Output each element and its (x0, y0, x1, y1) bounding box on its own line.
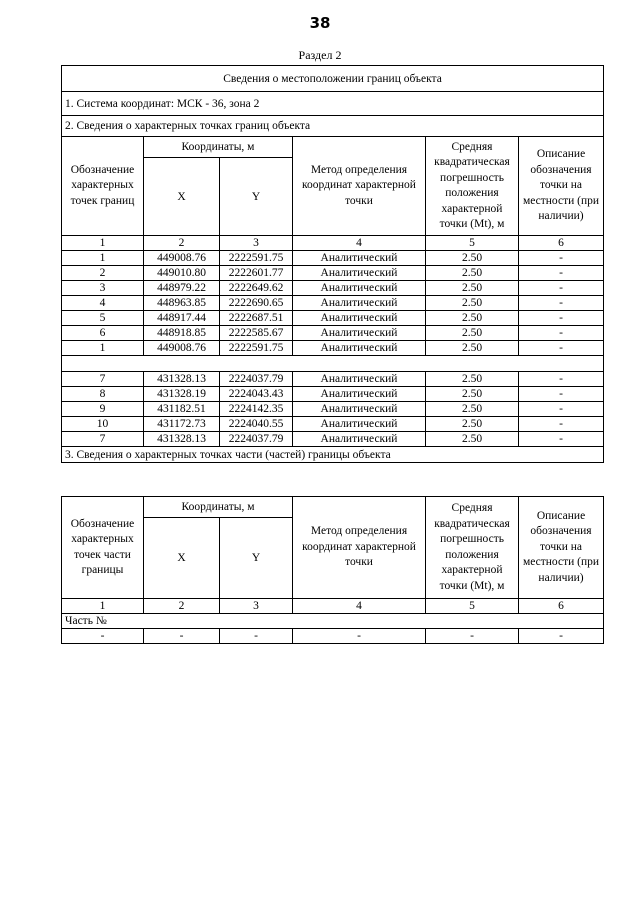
part-label: Часть № (62, 614, 604, 629)
description-cell: - (519, 372, 604, 387)
description-cell: - (519, 432, 604, 447)
header-coordinates: Координаты, м (144, 137, 293, 158)
method-cell: Аналитический (293, 341, 426, 356)
header-x: X (144, 158, 220, 236)
coordinate-system: 1. Система координат: МСК - 36, зона 2 (62, 92, 604, 116)
method-cell: Аналитический (293, 311, 426, 326)
table-row (62, 417, 604, 432)
coord-y-cell: 2222585.67 (220, 326, 293, 341)
coord-x-cell: 449008.76 (144, 251, 220, 266)
coord-x-cell: 449010.80 (144, 266, 220, 281)
error-cell: 2.50 (426, 296, 519, 311)
point-number-cell: 1 (62, 341, 144, 356)
empty-cell: - (220, 629, 293, 644)
column-number: 1 (62, 236, 144, 251)
coord-x-cell: 431328.13 (144, 372, 220, 387)
coord-y-cell: 2222591.75 (220, 251, 293, 266)
page-number: 38 (309, 14, 331, 32)
point-number-cell: 2 (62, 266, 144, 281)
method-cell: Аналитический (293, 372, 426, 387)
method-cell: Аналитический (293, 251, 426, 266)
parts-header-coordinates: Координаты, м (144, 497, 293, 518)
table-row (62, 402, 604, 417)
empty-cell: - (62, 629, 144, 644)
table-row (62, 372, 604, 387)
point-number-cell: 8 (62, 387, 144, 402)
error-cell: 2.50 (426, 266, 519, 281)
column-number: 2 (144, 236, 220, 251)
parts-header-error: Средняя квадратическая погрешность положения характерной точки (Mt), м (426, 497, 519, 599)
method-cell: Аналитический (293, 266, 426, 281)
table-title: Сведения о местоположении границ объекта (62, 66, 604, 92)
table-row (62, 326, 604, 341)
coord-x-cell: 448918.85 (144, 326, 220, 341)
method-cell: Аналитический (293, 387, 426, 402)
point-number-cell: 3 (62, 281, 144, 296)
coord-x-cell: 448917.44 (144, 311, 220, 326)
coord-y-cell: 2224043.43 (220, 387, 293, 402)
description-cell: - (519, 326, 604, 341)
error-cell: 2.50 (426, 326, 519, 341)
method-cell: Аналитический (293, 402, 426, 417)
coord-x-cell: 431328.13 (144, 432, 220, 447)
coord-x-cell: 449008.76 (144, 341, 220, 356)
empty-cell: - (293, 629, 426, 644)
coord-y-cell: 2224142.35 (220, 402, 293, 417)
method-cell: Аналитический (293, 281, 426, 296)
coord-y-cell: 2222649.62 (220, 281, 293, 296)
header-designation: Обозначение характерных точек границ (62, 137, 144, 236)
header-method: Метод определения координат характерной точки (293, 137, 426, 236)
coord-x-cell: 448979.22 (144, 281, 220, 296)
coord-y-cell: 2224040.55 (220, 417, 293, 432)
column-number: 6 (519, 236, 604, 251)
column-number: 6 (519, 599, 604, 614)
method-cell: Аналитический (293, 432, 426, 447)
coord-x-cell: 431328.19 (144, 387, 220, 402)
description-cell: - (519, 296, 604, 311)
error-cell: 2.50 (426, 402, 519, 417)
column-number: 5 (426, 236, 519, 251)
column-number: 3 (220, 236, 293, 251)
header-error: Средняя квадратическая погрешность положения характерной точки (Mt), м (426, 137, 519, 236)
section-title: Раздел 2 (298, 48, 342, 62)
point-number-cell: 5 (62, 311, 144, 326)
error-cell: 2.50 (426, 372, 519, 387)
point-number-cell: 9 (62, 402, 144, 417)
coord-y-cell: 2224037.79 (220, 372, 293, 387)
parts-header-method: Метод определения координат характерной точки (293, 497, 426, 599)
empty-cell: - (519, 629, 604, 644)
table-row (62, 251, 604, 266)
point-number-cell: 7 (62, 372, 144, 387)
table-row (62, 341, 604, 356)
column-number: 4 (293, 236, 426, 251)
coord-x-cell: 431182.51 (144, 402, 220, 417)
coord-x-cell: 448963.85 (144, 296, 220, 311)
description-cell: - (519, 417, 604, 432)
column-number: 4 (293, 599, 426, 614)
contour-separator-row (62, 356, 604, 372)
method-cell: Аналитический (293, 296, 426, 311)
table-row (62, 296, 604, 311)
table-row (62, 387, 604, 402)
coord-y-cell: 2222690.65 (220, 296, 293, 311)
point-number-cell: 1 (62, 251, 144, 266)
error-cell: 2.50 (426, 341, 519, 356)
error-cell: 2.50 (426, 417, 519, 432)
parts-table (61, 496, 604, 644)
error-cell: 2.50 (426, 281, 519, 296)
coord-y-cell: 2222591.75 (220, 341, 293, 356)
point-number-cell: 7 (62, 432, 144, 447)
error-cell: 2.50 (426, 387, 519, 402)
column-number: 5 (426, 599, 519, 614)
parts-header-description: Описание обозначения точки на местности (при наличии) (519, 497, 604, 599)
point-number-cell: 10 (62, 417, 144, 432)
method-cell: Аналитический (293, 417, 426, 432)
header-description: Описание обозначения точки на местности (при наличии) (519, 137, 604, 236)
column-number: 2 (144, 599, 220, 614)
header-y: Y (220, 158, 293, 236)
description-cell: - (519, 402, 604, 417)
boundary-table (61, 65, 604, 463)
description-cell: - (519, 251, 604, 266)
description-cell: - (519, 311, 604, 326)
column-number: 1 (62, 599, 144, 614)
empty-cell: - (426, 629, 519, 644)
parts-section-title: 3. Сведения о характерных точках части (частей) границы объекта (62, 447, 604, 463)
method-cell: Аналитический (293, 326, 426, 341)
parts-header-designation: Обозначение характерных точек части границы (62, 497, 144, 599)
description-cell: - (519, 387, 604, 402)
column-number: 3 (220, 599, 293, 614)
parts-header-x: X (144, 518, 220, 599)
coord-y-cell: 2224037.79 (220, 432, 293, 447)
points-section-title: 2. Сведения о характерных точках границ объекта (62, 116, 604, 137)
error-cell: 2.50 (426, 432, 519, 447)
error-cell: 2.50 (426, 251, 519, 266)
table-row (62, 311, 604, 326)
table-row (62, 266, 604, 281)
coord-y-cell: 2222601.77 (220, 266, 293, 281)
error-cell: 2.50 (426, 311, 519, 326)
coord-x-cell: 431172.73 (144, 417, 220, 432)
description-cell: - (519, 341, 604, 356)
empty-row (62, 629, 604, 644)
parts-header-y: Y (220, 518, 293, 599)
point-number-cell: 6 (62, 326, 144, 341)
coord-y-cell: 2222687.51 (220, 311, 293, 326)
table-row (62, 281, 604, 296)
point-number-cell: 4 (62, 296, 144, 311)
description-cell: - (519, 266, 604, 281)
empty-cell: - (144, 629, 220, 644)
table-row (62, 432, 604, 447)
description-cell: - (519, 281, 604, 296)
column-numbers-row (62, 236, 604, 251)
parts-column-numbers-row (62, 599, 604, 614)
